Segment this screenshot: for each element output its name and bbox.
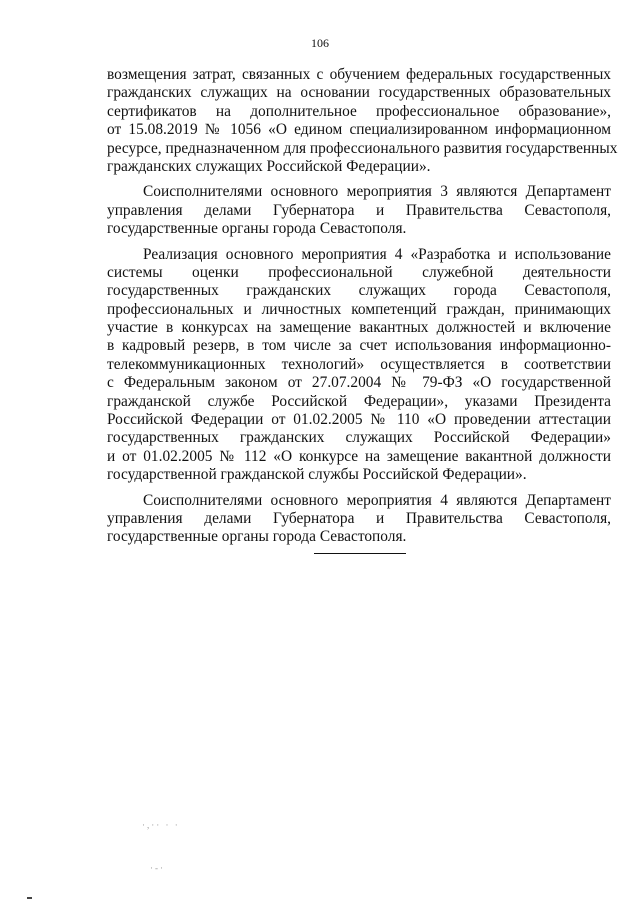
paragraph-4 — [107, 492, 611, 547]
text-line: участие в конкурсах на замещение вакантных должностей и включение — [107, 319, 611, 337]
scan-artifact: ·,·· · · — [142, 820, 180, 830]
text-line: государственных гражданских служащих Российской Федерации» — [107, 429, 611, 447]
text-line: государственные органы города Севастополя. — [107, 528, 407, 546]
paragraph-1 — [107, 66, 618, 176]
page-number: 106 — [311, 36, 329, 50]
text-line: системы оценки профессиональной служебной деятельности — [107, 263, 611, 281]
text-line: гражданской службе Российской Федерации», указами Президента — [107, 392, 611, 410]
text-line: ресурсе, предназначенном для профессионального развития государственных — [107, 139, 618, 157]
scan-artifact: ·-· — [150, 863, 165, 873]
paragraph-2 — [107, 183, 611, 238]
text-line: Соисполнителями основного мероприятия 3 являются Департамент — [143, 183, 611, 201]
text-line: телекоммуникационных технологий» осуществляется в соответствии — [107, 355, 611, 373]
document-body — [107, 66, 618, 547]
text-line: гражданских служащих на основании государственных образовательных — [107, 84, 611, 102]
text-line: с Федеральным законом от 27.07.2004 № 79-ФЗ «О государственной — [107, 374, 611, 392]
text-line: Российской Федерации от 01.02.2005 № 110 «О проведении аттестации — [107, 411, 611, 429]
paragraph-3 — [107, 246, 611, 485]
text-line: и от 01.02.2005 № 112 «О конкурсе на замещение вакантной должности — [107, 447, 611, 465]
end-separator-line — [314, 553, 406, 554]
text-line: Реализация основного мероприятия 4 «Разработка и использование — [143, 245, 611, 263]
text-line: государственных гражданских служащих города Севастополя, — [107, 282, 611, 300]
text-line: профессиональных и личностных компетенций граждан, принимающих — [107, 300, 611, 318]
text-line: в кадровый резерв, в том числе за счет использования информационно- — [107, 337, 611, 355]
text-line: возмещения затрат, связанных с обучением федеральных государственных — [107, 66, 611, 83]
text-line: Соисполнителями основного мероприятия 4 являются Департамент — [143, 491, 611, 509]
text-line: управления делами Губернатора и Правительства Севастополя, — [107, 201, 611, 219]
text-line: сертификатов на дополнительное профессиональное образование», — [107, 102, 611, 120]
text-line: от 15.08.2019 № 1056 «О едином специализированном информационном — [107, 121, 611, 139]
text-line: государственные органы города Севастополя. — [107, 220, 407, 238]
edge-artifact — [27, 897, 32, 899]
text-line: гражданских служащих Российской Федерации». — [107, 157, 431, 175]
text-line: управления делами Губернатора и Правительства Севастополя, — [107, 509, 611, 527]
text-line: государственной гражданской службы Российской Федерации». — [107, 466, 527, 484]
